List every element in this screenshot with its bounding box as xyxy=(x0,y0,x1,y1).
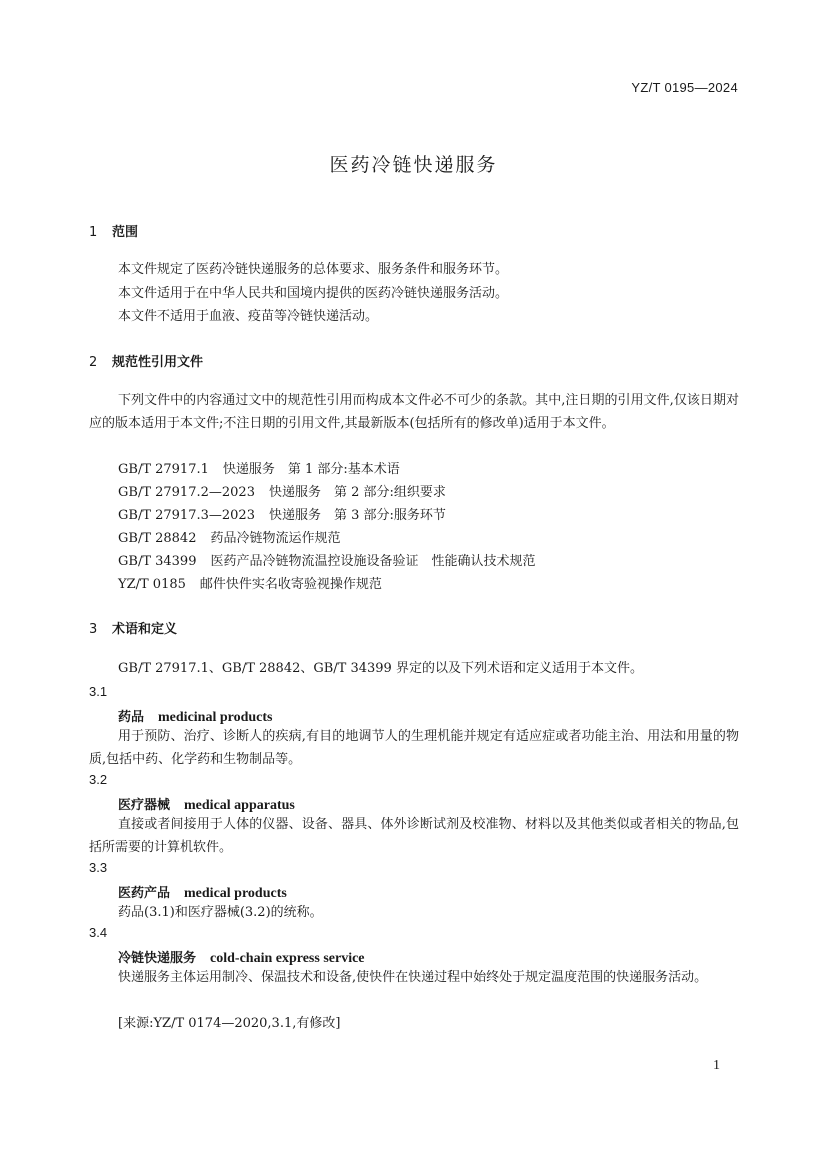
terms-intro: GB/T 27917.1、GB/T 28842、GB/T 34399 界定的以及下列术语和定义适用于本文件。 xyxy=(118,661,643,676)
term-zh: 医药产品 xyxy=(118,886,171,901)
section-number: 3 xyxy=(89,622,98,637)
section-3-heading xyxy=(89,618,177,637)
section-1-heading xyxy=(89,221,138,240)
clause-number: 3.3 xyxy=(89,860,108,875)
reference-title: 快递服务 第 2 部分:组织要求 xyxy=(268,485,446,500)
reference-title: 邮件快件实名收寄验视操作规范 xyxy=(199,577,382,592)
reference-title: 医药产品冷链物流温控设施设备验证 性能确认技术规范 xyxy=(210,554,536,569)
term-en: cold-chain express service xyxy=(210,951,365,966)
term-en: medicinal products xyxy=(158,710,273,725)
reference-item xyxy=(118,550,536,573)
reference-code: GB/T 27917.3—2023 xyxy=(118,508,255,523)
term-en: medical products xyxy=(184,886,287,901)
normative-intro-paragraph: 下列文件中的内容通过文中的规范性引用而构成本文件必不可少的条款。其中,注日期的引用文件,仅该日期对应的版本适用于本文件;不注日期的引用文件,其最新版本(包括所有的修改单)适用于本文件。 xyxy=(89,393,739,431)
scope-line-2: 本文件适用于在中华人民共和国境内提供的医药冷链快递服务活动。 xyxy=(118,286,509,301)
document-title: 医药冷链快递服务 xyxy=(329,154,498,176)
term-heading xyxy=(118,794,295,814)
clause-number: 3.2 xyxy=(89,772,108,787)
reference-title: 快递服务 第 1 部分:基本术语 xyxy=(222,462,400,477)
term-definition: 药品(3.1)和医疗器械(3.2)的统称。 xyxy=(118,905,323,920)
reference-item xyxy=(118,573,382,596)
section-number: 2 xyxy=(89,355,98,370)
standard-code: YZ/T 0195—2024 xyxy=(631,80,738,95)
reference-title: 药品冷链物流运作规范 xyxy=(210,531,341,546)
reference-code: YZ/T 0185 xyxy=(118,577,186,592)
term-definition: 直接或者间接用于人体的仪器、设备、器具、体外诊断试剂及校准物、材料以及其他类似或者相关的物品,包括所需要的计算机软件。 xyxy=(89,817,739,855)
reference-code: GB/T 28842 xyxy=(118,531,197,546)
term-heading xyxy=(118,947,365,967)
term-heading xyxy=(118,882,287,902)
reference-code: GB/T 34399 xyxy=(118,554,197,569)
clause-number: 3.1 xyxy=(89,684,108,699)
term-zh: 药品 xyxy=(118,710,145,725)
reference-item xyxy=(118,504,446,527)
reference-item xyxy=(118,458,400,481)
term-definition: 快递服务主体运用制冷、保温技术和设备,使快件在快递过程中始终处于规定温度范围的快递服务活动。 xyxy=(118,970,708,985)
reference-item xyxy=(118,481,446,504)
section-number: 1 xyxy=(89,225,98,240)
section-title: 术语和定义 xyxy=(112,622,178,637)
reference-code: GB/T 27917.1 xyxy=(118,462,209,477)
clause-number: 3.4 xyxy=(89,925,108,940)
section-2-heading xyxy=(89,351,203,370)
term-definition: 用于预防、治疗、诊断人的疾病,有目的地调节人的生理机能并规定有适应症或者功能主治、用法和用量的物质,包括中药、化学药和生物制品等。 xyxy=(89,729,739,767)
section-title: 范围 xyxy=(112,225,139,240)
term-zh: 医疗器械 xyxy=(118,798,171,813)
reference-title: 快递服务 第 3 部分:服务环节 xyxy=(268,508,446,523)
reference-code: GB/T 27917.2—2023 xyxy=(118,485,255,500)
term-zh: 冷链快递服务 xyxy=(118,951,197,966)
section-title: 规范性引用文件 xyxy=(112,355,204,370)
scope-line-3: 本文件不适用于血液、疫苗等冷链快递活动。 xyxy=(118,309,379,324)
term-heading xyxy=(118,706,273,726)
scope-line-1: 本文件规定了医药冷链快递服务的总体要求、服务条件和服务环节。 xyxy=(118,262,509,277)
term-source-note: [来源:YZ/T 0174—2020,3.1,有修改] xyxy=(118,1016,341,1031)
term-en: medical apparatus xyxy=(184,798,295,813)
page-number: 1 xyxy=(713,1058,720,1073)
reference-item xyxy=(118,527,341,550)
